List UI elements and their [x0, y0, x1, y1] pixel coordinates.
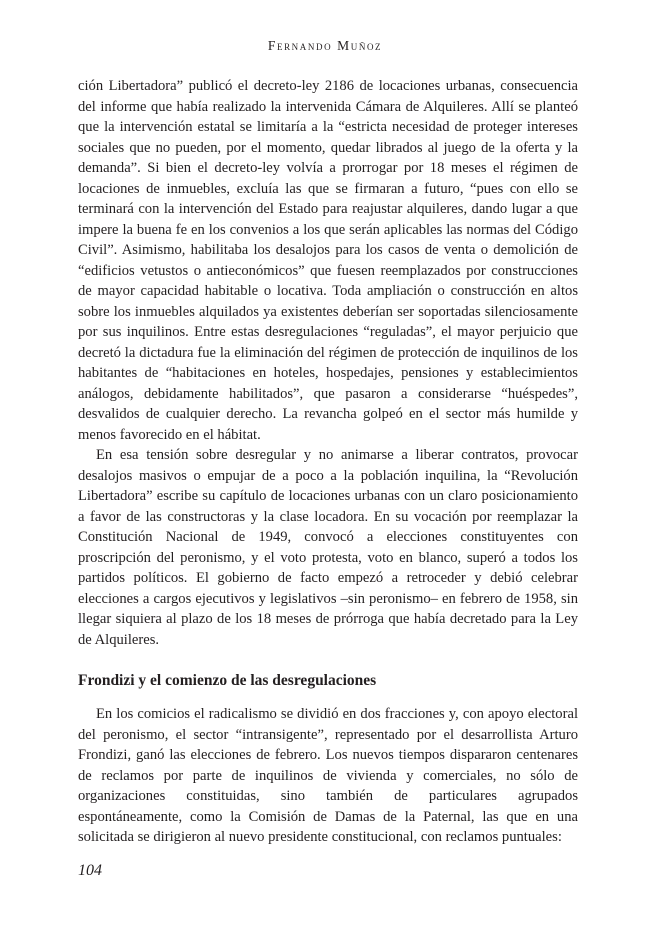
paragraph-1: ción Libertadora” publicó el decreto-ley 2186 de locaciones urbanas, consecuencia del informe que había realizado la intervenida Cámara de Alquileres. Allí se planteó que la intervención estatal se limitaría a la “estricta necesidad de proteger intereses sociales que no pueden, por el momento, quedar librados al juego de la oferta y la demanda”. Si bien el decreto-ley volvía a prorrogar por 18 meses el régimen de locaciones de inmuebles, excluía las que se firmaran a futuro, “pues con ello se terminará con la intervención del Estado para reajustar alquileres, dando lugar a que impere la buena fe en los convenios a los que serán aplicables las normas del Código Civil”. Asimismo, habilitaba los desalojos para los casos de venta o demolición de “edificios vetustos o antieconómicos” que fuesen reemplazados por construcciones de mayor capacidad habitable o locativa. Toda ampliación o construcción en altos sobre los inmuebles alquilados ya existentes deberían ser soportadas silenciosamente por sus inquilinos. Entre estas desregulaciones “reguladas”, el mayor perjuicio que decretó la dictadura fue la eliminación del régimen de protección de inquilinos de los habitantes de “habitaciones en hoteles, hospedajes, pensiones y establecimientos análogos, debidamente habilitados”, que pasaron a considerarse “huéspedes”, desvalidos de cualquier derecho. La revancha golpeó en el sector más humilde y menos favorecido en el hábitat.	[78, 78, 578, 443]
section-paragraph: En los comicios el radicalismo se dividió en dos fracciones y, con apoyo electoral del peronismo, el sector “intransigente”, representado por el desarrollista Arturo Frondizi, ganó las elecciones de febrero. Los nuevos tiempos dispararon centenares de reclamos por parte de inquilinos de vivienda y comerciales, no sólo de organizaciones constituidas, sino también de particulares agrupados espontáneamente, como la Comisión de Damas de la Paternal, las que en una solicitada se dirigieron al nuevo presidente constitucional, con reclamos puntuales:	[78, 706, 578, 845]
running-head: Fernando Muñoz	[267, 38, 383, 53]
page-number: 104	[78, 862, 102, 879]
paragraph-2: En esa tensión sobre desregular y no animarse a liberar contratos, provocar desalojos masivos o empujar de a poco a la población inquilina, la “Revolución Libertadora” escribe su capítulo de locaciones urbanas con un claro posicionamiento a favor de las constructoras y la clase locadora. En su vocación por reemplazar la Constitución Nacional de 1949, convocó a elecciones constituyentes con proscripción del peronismo, y el voto protesta, voto en blanco, superó a todos los partidos políticos. El gobierno de facto empezó a retroceder y debió celebrar elecciones a cargos ejecutivos y legislativos –sin peronismo– en febrero de 1958, sin llegar siquiera al plazo de los 18 meses de prórroga que había decretado para la Ley de Alquileres.	[78, 447, 578, 648]
body-text	[78, 76, 578, 848]
section-heading: Frondizi y el comienzo de las desregulaciones	[78, 672, 377, 689]
